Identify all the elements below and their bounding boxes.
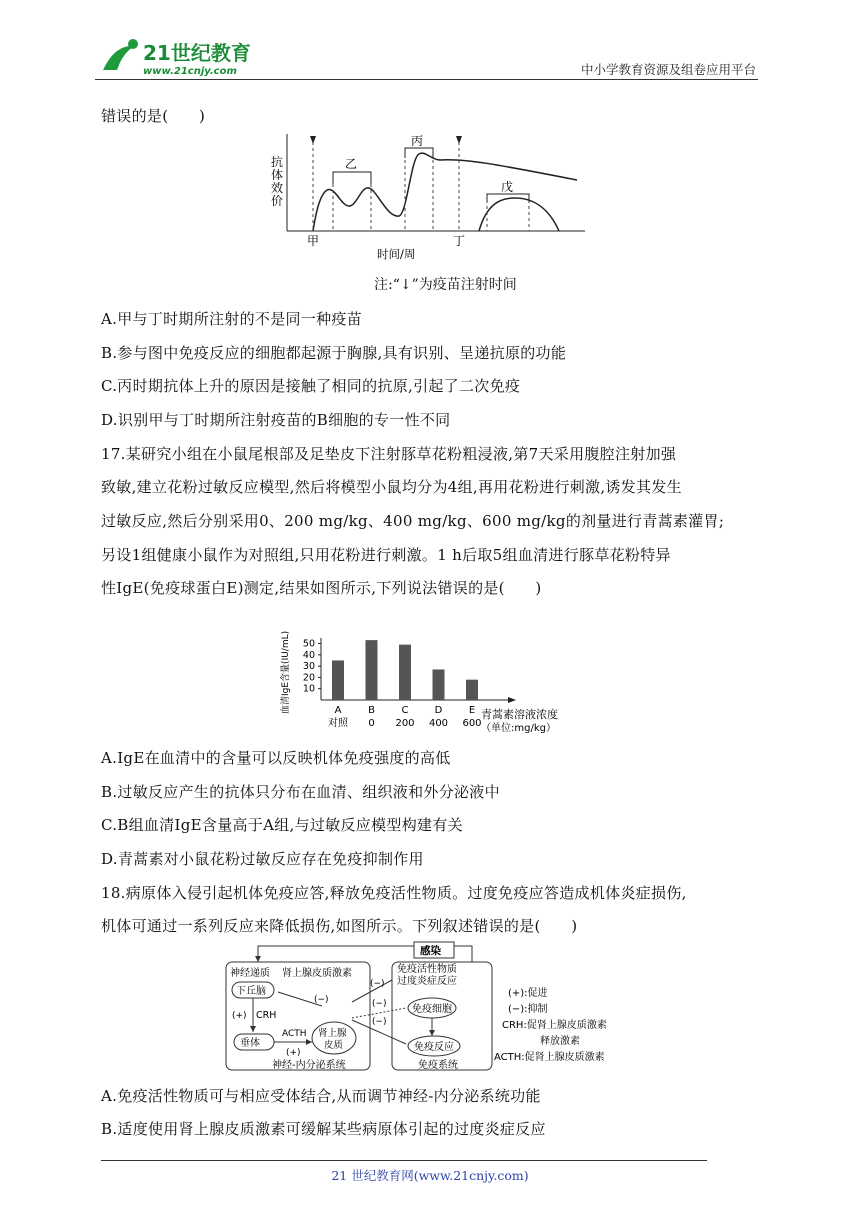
- q16-option-c[interactable]: C.丙时期抗体上升的原因是接触了相同的抗原,引起了二次免疫: [101, 377, 521, 395]
- legend-item: (+):促进: [508, 988, 548, 999]
- logo-text: 21世纪教育: [143, 41, 251, 65]
- q17-stem-line: 另设1组健康小鼠作为对照组,只用花粉进行刺激。1 h后取5组血清进行豚草花粉特异: [101, 546, 671, 564]
- y-axis-label: 血清IgE含量(IU/mL): [281, 630, 291, 714]
- category-label: D: [434, 705, 443, 716]
- svg-text:皮质: 皮质: [324, 1040, 344, 1051]
- svg-text:甲: 甲: [307, 234, 320, 248]
- svg-text:(+): (+): [232, 1011, 247, 1021]
- y-tick-label: 50: [302, 638, 315, 650]
- x-axis-label: 青蒿素溶液浓度: [481, 708, 558, 721]
- q18-option-a[interactable]: A.免疫活性物质可与相应受体结合,从而调节神经-内分泌系统功能: [101, 1087, 541, 1105]
- category-label: C: [401, 705, 409, 716]
- neuro-immune-diagram: [222, 940, 642, 1076]
- q16-option-d[interactable]: D.识别甲与丁时期所注射疫苗的B细胞的专一性不同: [101, 411, 451, 429]
- q17-option-a[interactable]: A.IgE在血清中的含量可以反映机体免疫强度的高低: [101, 749, 451, 767]
- platform-name: 中小学教育资源及组卷应用平台: [580, 62, 756, 77]
- infection-label: 感染: [420, 945, 441, 957]
- category-sublabel: 600: [462, 718, 482, 729]
- legend-item: CRH:促肾上腺皮质激素: [502, 1020, 607, 1031]
- site-logo[interactable]: [95, 36, 265, 80]
- svg-text:(+): (+): [286, 1048, 301, 1058]
- svg-text:肾上腺皮质激素: 肾上腺皮质激素: [282, 968, 352, 979]
- y-axis-label: 抗: [271, 155, 284, 169]
- q17-option-d[interactable]: D.青蒿素对小鼠花粉过敏反应存在免疫抑制作用: [101, 850, 424, 868]
- q17-stem-line: 过敏反应,然后分别采用0、200 mg/kg、400 mg/kg、600 mg/kg的剂量进行青蒿素灌胃;: [101, 512, 725, 530]
- svg-text:(−): (−): [372, 999, 387, 1009]
- immune-system-label: 免疫系统: [418, 1060, 458, 1071]
- ige-bar-chart: [276, 608, 606, 738]
- category-label: E: [468, 705, 476, 716]
- svg-text:价: 价: [271, 194, 284, 208]
- category-sublabel: 200: [395, 718, 415, 729]
- immune-response-node: 免疫反应: [414, 1042, 454, 1053]
- bar-b: [366, 640, 378, 700]
- y-tick-label: 10: [302, 683, 315, 695]
- footer-divider: [101, 1160, 707, 1161]
- legend-item: 释放激素: [540, 1036, 580, 1047]
- svg-text:(−): (−): [314, 995, 329, 1005]
- q18-stem-line: 机体可通过一系列反应来降低损伤,如图所示。下列叙述错误的是( ): [101, 917, 578, 935]
- neuro-system-label: 神经-内分泌系统: [272, 1060, 346, 1071]
- injection-arrow-icon: [310, 136, 316, 144]
- bar-c: [399, 645, 411, 700]
- legend-item: (−):抑制: [508, 1004, 548, 1015]
- q17-option-b[interactable]: B.过敏反应产生的抗体只分布在血清、组织液和外分泌液中: [101, 783, 500, 801]
- q16-option-b[interactable]: B.参与图中免疫反应的细胞都起源于胸腺,具有识别、呈递抗原的功能: [101, 344, 567, 362]
- y-tick-label: 30: [302, 661, 315, 673]
- header-divider: [95, 79, 758, 80]
- svg-text:丙: 丙: [411, 134, 424, 148]
- footer-link[interactable]: 21 世纪教育网(www.21cnjy.com): [331, 1168, 529, 1183]
- runner-logo-icon: [103, 46, 135, 70]
- category-sublabel: 400: [428, 718, 449, 729]
- bar-a: [332, 660, 344, 700]
- bar-e: [466, 680, 478, 700]
- svg-text:体: 体: [271, 168, 284, 182]
- hypothalamus-node: 下丘脑: [236, 986, 266, 997]
- bar-d: [433, 669, 445, 700]
- q17-stem-line: 17.某研究小组在小鼠尾根部及足垫皮下注射豚草花粉粗浸液,第7天采用腹腔注射加强: [101, 445, 677, 463]
- svg-text:(−): (−): [372, 1017, 387, 1027]
- svg-text:戊: 戊: [501, 180, 514, 194]
- legend-item: ACTH:促肾上腺皮质激素: [494, 1052, 605, 1063]
- q18-option-b[interactable]: B.适度使用肾上腺皮质激素可缓解某些病原体引起的过度炎症反应: [101, 1120, 546, 1138]
- svg-text:ACTH: ACTH: [282, 1029, 307, 1039]
- antibody-titer-chart: [265, 128, 595, 264]
- q16-option-a[interactable]: A.甲与丁时期所注射的不是同一种疫苗: [101, 310, 363, 328]
- q17-option-c[interactable]: C.B组血清IgE含量高于A组,与过敏反应模型构建有关: [101, 816, 463, 834]
- y-tick-label: 40: [302, 649, 315, 661]
- svg-text:过度炎症反应: 过度炎症反应: [397, 976, 457, 987]
- q16-stem-end: 错误的是( ): [101, 107, 206, 125]
- svg-text:(−): (−): [370, 979, 385, 989]
- svg-text:神经递质: 神经递质: [230, 968, 270, 979]
- x-axis-label: 时间/周: [377, 247, 416, 261]
- category-sublabel: 0: [368, 718, 375, 729]
- svg-text:肾上腺: 肾上腺: [318, 1028, 347, 1039]
- q18-stem-line: 18.病原体入侵引起机体免疫应答,释放免疫活性物质。过度免疫应答造成机体炎症损伤,: [101, 884, 687, 902]
- svg-text:免疫活性物质: 免疫活性物质: [397, 964, 457, 975]
- immune-cell-node: 免疫细胞: [412, 1004, 452, 1015]
- pituitary-node: 垂体: [240, 1038, 260, 1049]
- q17-stem-line: 性IgE(免疫球蛋白E)测定,结果如图所示,下列说法错误的是( ): [101, 579, 542, 597]
- svg-text:丁: 丁: [453, 234, 466, 248]
- category-sublabel: 对照: [328, 718, 348, 729]
- y-tick-label: 20: [302, 672, 315, 684]
- svg-text:CRH: CRH: [256, 1010, 277, 1021]
- category-label: A: [334, 705, 342, 716]
- x-axis-unit: （单位:mg/kg）: [481, 723, 556, 734]
- q17-stem-line: 致敏,建立花粉过敏反应模型,然后将模型小鼠均分为4组,再用花粉进行刺激,诱发其发生: [101, 478, 682, 496]
- svg-text:乙: 乙: [345, 157, 358, 171]
- svg-text:效: 效: [271, 181, 284, 195]
- injection-arrow-icon: [456, 136, 462, 144]
- logo-url: www.21cnjy.com: [143, 66, 237, 77]
- category-label: B: [368, 705, 375, 716]
- q16-chart-caption: 注:“↓”为疫苗注射时间: [374, 277, 517, 293]
